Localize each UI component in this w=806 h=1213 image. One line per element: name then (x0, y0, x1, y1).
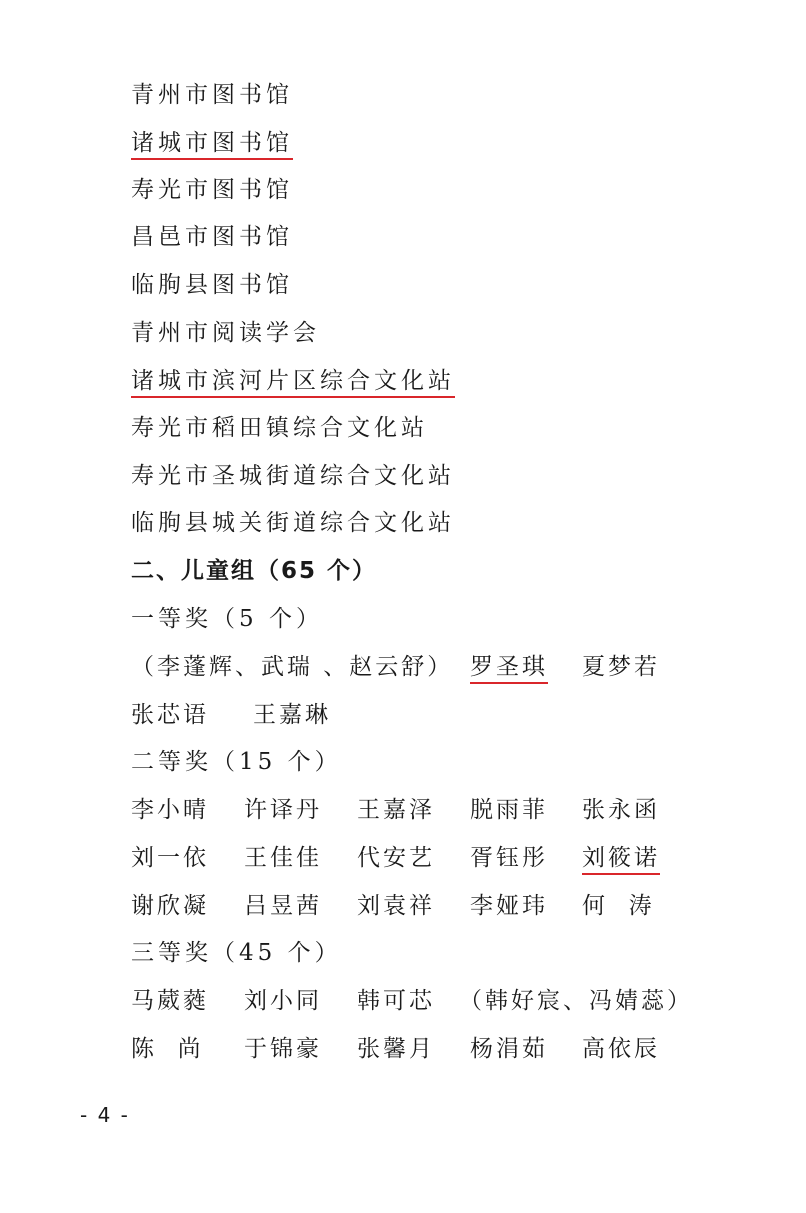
name-cell: 高依辰 (582, 1036, 660, 1062)
name-cell: 刘一依 (131, 845, 209, 871)
org-line: 临朐县城关街道综合文化站 (131, 510, 455, 536)
underlined-name: 刘筱诺 (582, 845, 660, 875)
org-line: 临朐县图书馆 (131, 272, 293, 298)
name-cell: （李蓬辉、武瑞 、赵云舒） (131, 654, 454, 680)
name-cell: 张馨月 (357, 1036, 435, 1062)
first-prize-row (131, 652, 691, 682)
org-line: 寿光市稻田镇综合文化站 (131, 415, 428, 441)
name-cell: 张永函 (582, 797, 660, 823)
first-prize-label: 一等奖（5 个） (131, 606, 323, 632)
third-prize-row (131, 1034, 691, 1064)
name-cell: 许译丹 (244, 797, 322, 823)
name-cell: 陈 尚 (131, 1036, 204, 1062)
name-cell: 何 涛 (582, 893, 655, 919)
name-cell: 夏梦若 (582, 654, 660, 680)
first-prize-row (131, 700, 691, 730)
org-line: 青州市阅读学会 (131, 320, 320, 346)
name-cell: （韩好宸、冯婧蕊） (459, 988, 693, 1014)
page-number: - 4 - (80, 1103, 130, 1127)
name-cell: 刘袁祥 (357, 893, 435, 919)
underlined-org: 诸城市滨河片区综合文化站 (131, 368, 455, 398)
name-cell: 杨涓茹 (470, 1036, 548, 1062)
name-cell: 王佳佳 (244, 845, 322, 871)
name-cell: 李娅玮 (470, 893, 548, 919)
name-cell: 于锦豪 (244, 1036, 322, 1062)
underlined-org: 诸城市图书馆 (131, 130, 293, 160)
org-line (131, 366, 455, 396)
name-cell: 张芯语 (131, 702, 209, 728)
underlined-name: 罗圣琪 (470, 654, 548, 684)
org-line (131, 128, 293, 158)
org-line: 寿光市图书馆 (131, 177, 293, 203)
org-line: 昌邑市图书馆 (131, 224, 293, 250)
name-cell: 脱雨菲 (470, 797, 548, 823)
third-prize-row (131, 986, 691, 1016)
second-prize-row (131, 891, 691, 921)
name-cell: 代安艺 (357, 845, 435, 871)
name-cell: 谢欣凝 (131, 893, 209, 919)
name-cell: 王嘉琳 (253, 702, 331, 728)
name-cell: 王嘉泽 (357, 797, 435, 823)
name-cell: 刘小同 (244, 988, 322, 1014)
org-line: 寿光市圣城街道综合文化站 (131, 463, 455, 489)
name-cell: 胥钰彤 (470, 845, 548, 871)
second-prize-row (131, 795, 691, 825)
second-prize-label: 二等奖（15 个） (131, 749, 342, 775)
section-heading: 二、儿童组（65 个） (131, 558, 378, 584)
second-prize-row (131, 843, 691, 873)
org-line: 青州市图书馆 (131, 82, 293, 108)
third-prize-label: 三等奖（45 个） (131, 940, 342, 966)
name-cell: 李小晴 (131, 797, 209, 823)
name-cell: 韩可芯 (357, 988, 435, 1014)
name-cell: 马葳蕤 (131, 988, 209, 1014)
name-cell: 吕昱茜 (244, 893, 322, 919)
